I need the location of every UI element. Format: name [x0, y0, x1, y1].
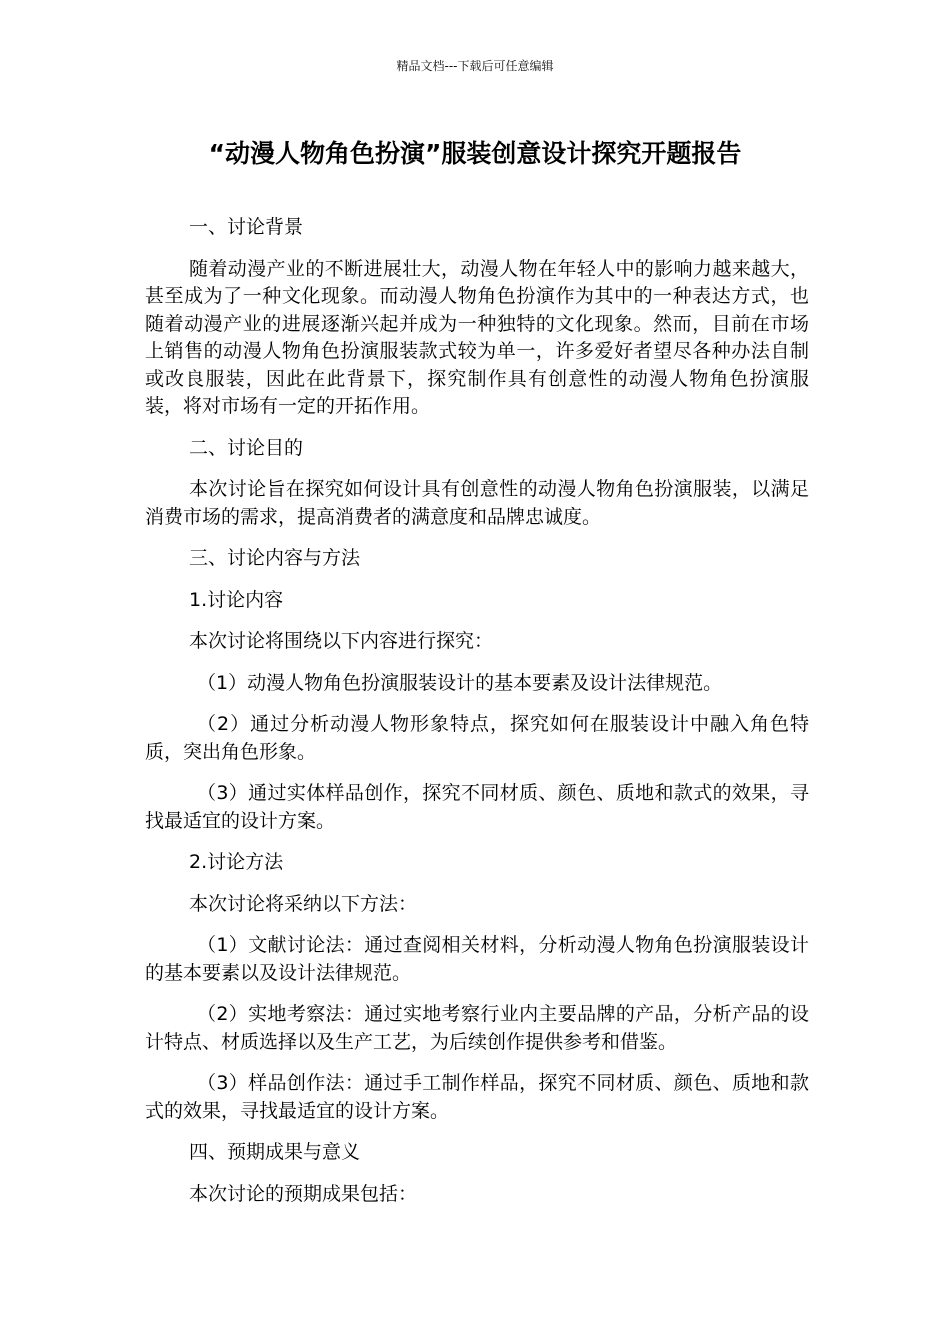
document-body [145, 214, 809, 1222]
paragraph-background: 随着动漫产业的不断进展壮大，动漫人物在年轻人中的影响力越来越大，甚至成为了一种文化现象。而动漫人物角色扮演作为其中的一种表达方式，也随着动漫产业的进展逐渐兴起并成为一种独特的文化现象。然而，目前在市场上销售的动漫人物角色扮演服装款式较为单一，许多爱好者望尽各种办法自制或改良服装，因此在此背景下，探究制作具有创意性的动漫人物角色扮演服装，将对市场有一定的开拓作用。 [145, 257, 809, 417]
section-heading-background: 一、讨论背景 [189, 216, 304, 238]
section-heading-purpose: 二、讨论目的 [189, 436, 304, 459]
section-heading-expected-results: 四、预期成果与意义 [189, 1141, 361, 1163]
list-item-content-2: （2）通过分析动漫人物形象特点，探究如何在服装设计中融入角色特质，突出角色形象。 [145, 713, 809, 763]
paragraph-purpose: 本次讨论旨在探究如何设计具有创意性的动漫人物角色扮演服装，以满足消费市场的需求，提高消费者的满意度和品牌忠诚度。 [145, 478, 809, 528]
list-item-method-3: （3）样品创作法：通过手工制作样品，探究不同材质、颜色、质地和款式的效果，寻找最适宜的设计方案。 [145, 1072, 809, 1122]
list-item-content-3: （3）通过实体样品创作，探究不同材质、颜色、质地和款式的效果，寻找最适宜的设计方案。 [145, 782, 809, 832]
subheading-content: 1.讨论内容 [189, 588, 284, 611]
paragraph-expected-results-intro: 本次讨论的预期成果包括： [189, 1182, 418, 1205]
paragraph-content-intro: 本次讨论将围绕以下内容进行探究： [189, 630, 494, 652]
paragraph-method-intro: 本次讨论将采纳以下方法： [189, 892, 418, 915]
list-item-content-1: （1）动漫人物角色扮演服装设计的基本要素及设计法律规范。 [197, 671, 723, 694]
section-heading-content-method: 三、讨论内容与方法 [189, 547, 361, 569]
list-item-method-2: （2）实地考察法：通过实地考察行业内主要品牌的产品，分析产品的设计特点、材质选择以及生产工艺，为后续创作提供参考和借鉴。 [145, 1003, 809, 1053]
subheading-method: 2.讨论方法 [189, 851, 284, 873]
document-title: “动漫人物角色扮演”服装创意设计探究开题报告 [208, 139, 742, 168]
list-item-method-1: （1）文献讨论法：通过查阅相关材料，分析动漫人物角色扮演服装设计的基本要素以及设计法律规范。 [145, 934, 809, 984]
page-header: 精品文档---下载后可任意编辑 [396, 59, 554, 73]
